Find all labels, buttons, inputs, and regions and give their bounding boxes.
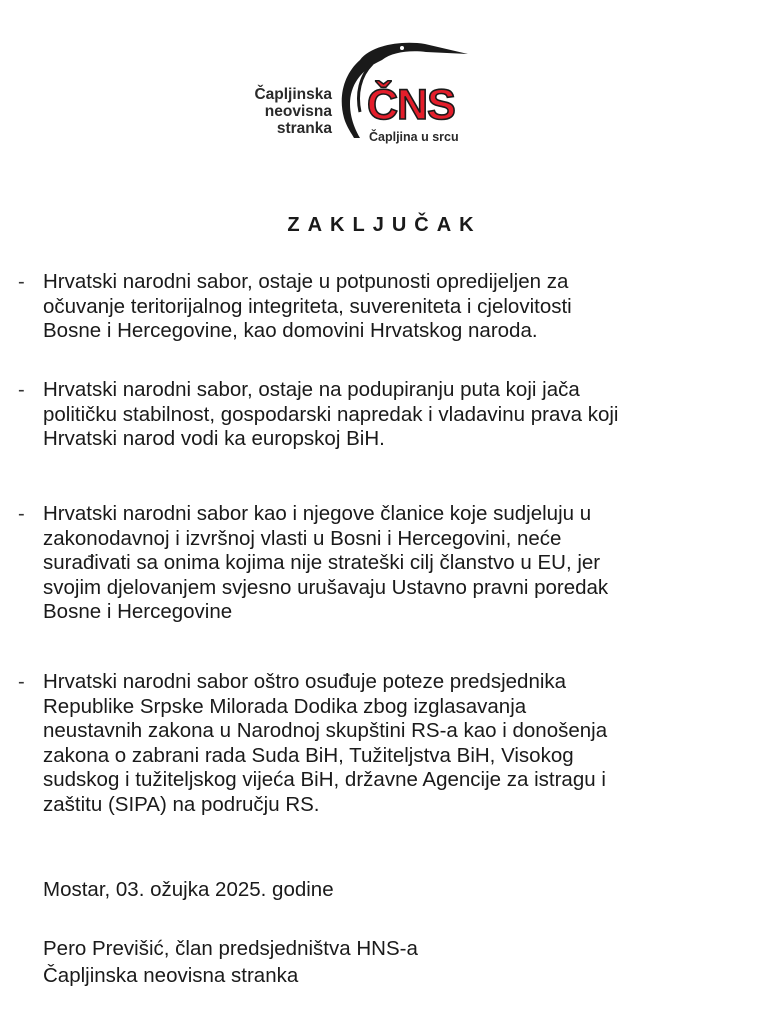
point-line: Republike Srpske Milorada Dodika zbog izglasavanja (43, 694, 527, 718)
point-line: surađivati sa onima kojima nije strateški cilj članstvo u EU, jer (43, 551, 601, 574)
point-line: očuvanje teritorijalnog integriteta, suvereniteta i cjelovitosti (43, 294, 572, 318)
point-line: Hrvatski narodni sabor, ostaje u potpunosti opredijeljen za (43, 270, 569, 293)
logo-party-name (254, 86, 332, 137)
list-marker: - (18, 271, 25, 293)
point-line: zaštitu (SIPA) na području RS. (43, 792, 320, 816)
signature-line: Čapljinska neovisna stranka (43, 964, 299, 987)
point-line: političku stabilnost, gospodarski napredak i vladavinu prava koji (43, 402, 619, 426)
conclusion-point (18, 378, 748, 452)
signature-block (43, 935, 418, 989)
point-line: Hrvatski narodni sabor kao i njegove članice koje sudjeluju u (43, 502, 592, 525)
point-line: Hrvatski narod vodi ka europskoj BiH. (43, 427, 385, 450)
point-line: Hrvatski narodni sabor oštro osuđuje poteze predsjednika (43, 670, 567, 693)
place-and-date: Mostar, 03. ožujka 2025. godine (43, 878, 334, 901)
point-line: zakonodavnoj i izvršnoj vlasti u Bosni i Hercegovini, neće (43, 526, 562, 550)
point-line: zakona o zabrani rada Suda BiH, Tužiteljstva BiH, Visokog (43, 743, 574, 767)
point-text (43, 502, 748, 625)
point-line: Bosne i Hercegovine, kao domovini Hrvatskog naroda. (43, 319, 538, 342)
conclusion-point (18, 670, 748, 817)
list-marker: - (18, 379, 25, 401)
logo-abbreviation: ČNS (367, 81, 455, 129)
logo-name-line: neovisna (264, 103, 332, 120)
point-line: Bosne i Hercegovine (43, 600, 233, 623)
signature-line: Pero Previšić, član predsjedništva HNS-a (43, 937, 418, 960)
list-marker: - (18, 671, 25, 693)
logo-slogan: Čapljina u srcu (369, 130, 459, 144)
list-marker: - (18, 503, 25, 525)
point-line: Hrvatski narodni sabor, ostaje na podupiranju puta koji jača (43, 378, 580, 401)
point-text (43, 270, 748, 344)
logo-name-line: Čapljinska (254, 86, 332, 103)
point-text (43, 378, 748, 452)
logo-name-line: stranka (276, 120, 332, 137)
point-line: sudskog i tužiteljskog vijeća BiH, državne Agencije za istragu i (43, 768, 606, 791)
point-line: neustavnih zakona u Narodnoj skupštini RS-a kao i donošenja (43, 719, 608, 742)
document-title: ZAKLJUČAK (287, 214, 482, 236)
conclusion-point (18, 270, 748, 344)
point-text (43, 670, 748, 817)
conclusion-point (18, 502, 748, 625)
point-line: svojim djelovanjem svjesno urušavaju Ustavno pravni poredak (43, 575, 609, 599)
party-logo (232, 38, 482, 150)
